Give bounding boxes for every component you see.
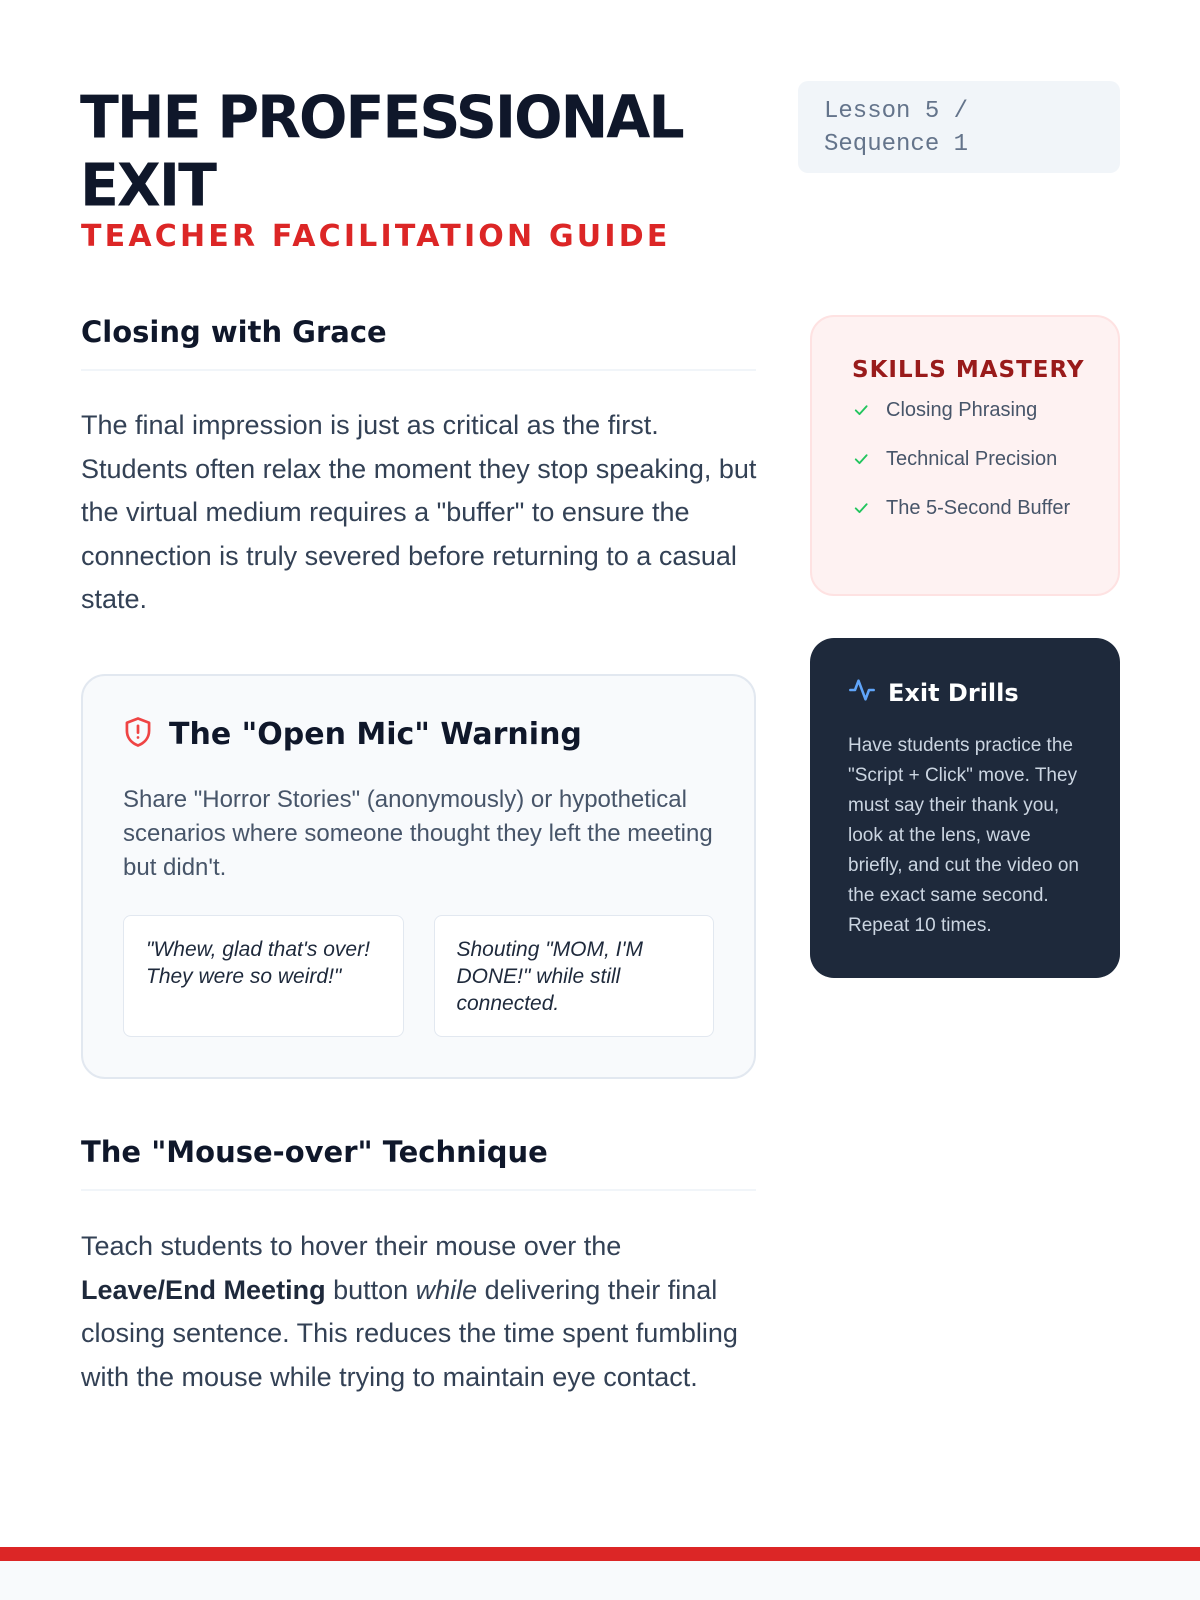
list-item [852, 495, 1088, 525]
shield-alert-icon [123, 716, 153, 753]
warning-title: The "Open Mic" Warning [169, 717, 582, 752]
skills-title: SKILLS MASTERY [852, 357, 1085, 383]
activity-pulse-icon [848, 676, 876, 709]
skills-list [852, 397, 1088, 525]
footer-accent-bar [0, 1547, 1200, 1561]
skill-label: Technical Precision [886, 448, 1058, 470]
page-subtitle: TEACHER FACILITATION GUIDE [81, 219, 671, 254]
skill-label: The 5-Second Buffer [886, 497, 1071, 519]
lesson-tag: Lesson 5 / Sequence 1 [798, 81, 1120, 173]
list-item [852, 446, 1088, 476]
check-icon [852, 397, 872, 427]
section-body-mouseover: Teach students to hover their mouse over the Leave/End Meeting button while delivering their final closing sentence. This reduces the time spent fumbling with the mouse while trying to maintain eye contact. [81, 1231, 738, 1392]
while-emphasis: while [415, 1274, 478, 1305]
page-title: THE PROFESSIONAL EXIT [80, 84, 683, 220]
drills-text: Have students practice the "Script + Click" move. They must say their thank you, look at the lens, wave briefly, and cut the video on the exact same second. Repeat 10 times. [848, 735, 1079, 936]
section-heading-mouseover: The "Mouse-over" Technique [81, 1135, 756, 1191]
skills-mastery-card [810, 315, 1120, 596]
leave-meeting-emphasis: Leave/End Meeting [81, 1274, 326, 1305]
quote-card: "Whew, glad that's over! They were so weird!" [123, 915, 404, 1037]
exit-drills-card [810, 638, 1120, 978]
footer [0, 1561, 1200, 1600]
warning-text: Share "Horror Stories" (anonymously) or hypothetical scenarios where someone thought they left the meeting but didn't. [123, 786, 713, 881]
check-icon [852, 446, 872, 476]
skill-label: Closing Phrasing [886, 399, 1038, 421]
drills-title: Exit Drills [888, 678, 1019, 707]
open-mic-warning-card [81, 674, 756, 1079]
section-heading-closing: Closing with Grace [81, 315, 756, 371]
quote-card: Shouting "MOM, I'M DONE!" while still connected. [434, 915, 715, 1037]
list-item [852, 397, 1088, 427]
check-icon [852, 495, 872, 525]
section-body-closing: The final impression is just as critical as the first. Students often relax the moment they stop speaking, but the virtual medium requires a "buffer" to ensure the connection is truly severed before returning to a casual state. [81, 410, 757, 614]
